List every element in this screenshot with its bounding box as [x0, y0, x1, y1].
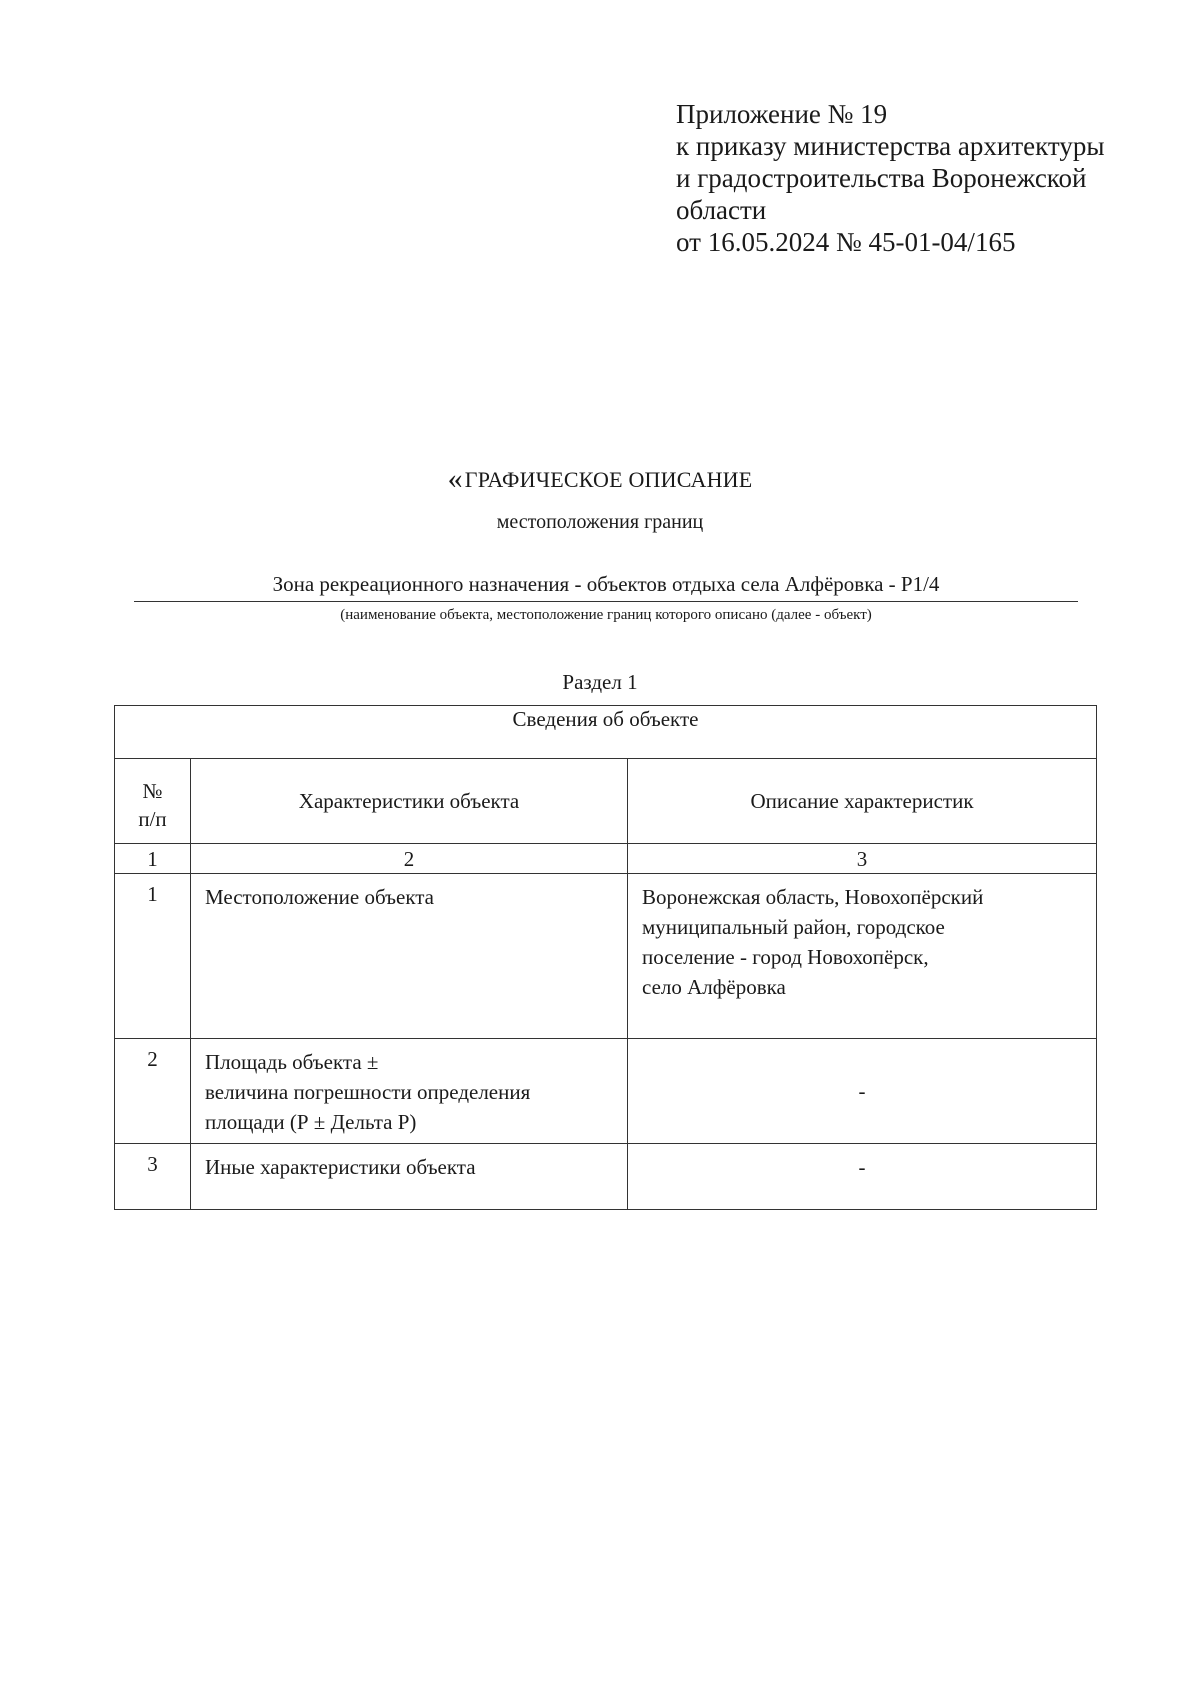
document-subtitle: местоположения границ	[496, 511, 704, 533]
row-description	[628, 874, 1097, 1039]
characteristic-line: площади (Р ± Дельта Р)	[205, 1110, 417, 1134]
header-description: Описание характеристик	[628, 759, 1097, 844]
object-name-caption: (наименование объекта, местоположение границ которого описано (далее - объект)	[340, 607, 872, 623]
header-number	[115, 759, 191, 844]
object-name: Зона рекреационного назначения - объектов отдыха села Алфёровка - Р1/4	[134, 572, 1078, 602]
appendix-line: от 16.05.2024 № 45-01-04/165	[676, 227, 1016, 257]
characteristic-line: величина погрешности определения	[205, 1080, 531, 1104]
description-line: село Алфёровка	[642, 975, 786, 999]
header-number-abbr: п/п	[138, 806, 167, 831]
appendix-line: и градостроительства Воронежской	[676, 163, 1087, 193]
appendix-line: Приложение № 19	[676, 99, 888, 129]
row-characteristic	[191, 874, 628, 1039]
column-number: 3	[628, 844, 1097, 874]
row-number: 3	[115, 1144, 191, 1210]
table-header-row	[115, 759, 1097, 844]
column-number: 2	[191, 844, 628, 874]
document-title	[0, 462, 1200, 496]
row-characteristic	[191, 1039, 628, 1144]
row-description: -	[628, 1144, 1097, 1210]
table-row	[115, 1039, 1097, 1144]
opening-quote: «	[447, 462, 463, 495]
object-info-table	[114, 705, 1097, 1210]
header-characteristic: Характеристики объекта	[191, 759, 628, 844]
document-title-text: ГРАФИЧЕСКОЕ ОПИСАНИЕ	[464, 467, 753, 492]
table-caption: Сведения об объекте	[115, 706, 1097, 759]
appendix-line: области	[676, 195, 767, 225]
row-characteristic	[191, 1144, 628, 1210]
description-line: поселение - город Новохопёрск,	[642, 945, 929, 969]
column-number-row	[115, 844, 1097, 874]
column-number: 1	[115, 844, 191, 874]
row-number: 1	[115, 874, 191, 1039]
characteristic-line: Местоположение объекта	[205, 885, 435, 909]
table-row	[115, 874, 1097, 1039]
row-number: 2	[115, 1039, 191, 1144]
description-line: Воронежская область, Новохопёрский	[642, 885, 984, 909]
appendix-header	[676, 98, 1156, 258]
header-number-sign: №	[142, 778, 163, 803]
row-description: -	[628, 1039, 1097, 1144]
characteristic-line: Иные характеристики объекта	[205, 1155, 476, 1179]
description-line: муниципальный район, городское	[642, 915, 945, 939]
table-row	[115, 1144, 1097, 1210]
appendix-line: к приказу министерства архитектуры	[676, 131, 1105, 161]
section-label: Раздел 1	[562, 670, 638, 694]
characteristic-line: Площадь объекта ±	[205, 1050, 379, 1074]
